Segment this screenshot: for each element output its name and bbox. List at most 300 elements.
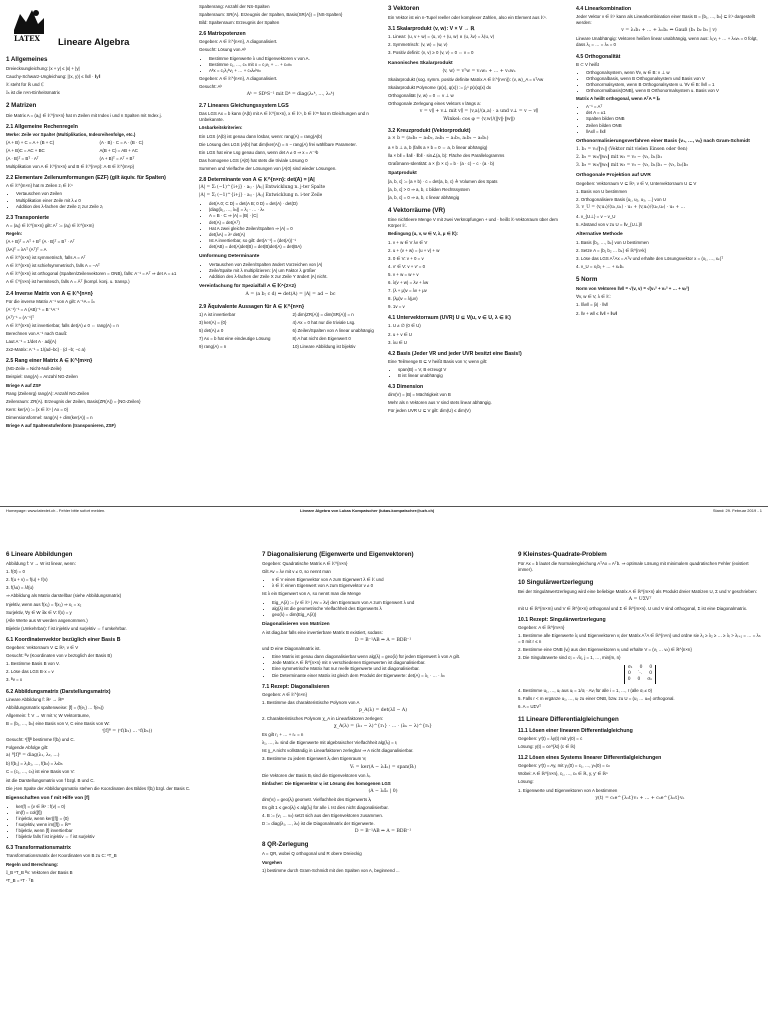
list-item: • f surjektiv, wenn im([f]) = ℝᵐ [16,822,248,828]
list-item: • ‖Ax‖ = ‖x‖ [586,129,762,135]
text-line: Es gilt 1 ≤ geo(λᵢ) ≤ alg(λᵢ) für alle i. Ist dies nicht diagonalisierbar. [262,805,389,810]
formula: D = B⁻¹AB ⇔ A = BDB⁻¹ [354,829,412,835]
bullet-list [262,654,504,678]
text-line: Orthogonalität ⟨v, w⟩ = 0 ⇔ v ⊥ w [388,92,454,98]
text-line: A ∈ ℂ^{n×n} ist hermitesch, falls A = Āᵀ (kompl. konj. u. transp.) [6,279,130,285]
text-line: Skalarprodukt (sog. symm. positiv definite Matrix A ∈ 𝕂^{n×n}): ⟨v, w⟩_A = vᵀAw [388,76,544,82]
text-line: Die Matrix A = (aᵢⱼ) ∈ 𝕂^{m×n} hat m Zeilen mit Index i und n Spalten mit Index j. [6,112,162,118]
latex-lion-logo-icon [10,4,48,42]
list-item: 1. Basis {b₁, …, bₖ} von U bestimmen [576,239,649,245]
text-line: A ∈ 𝕂^{n×n} ist symmetrisch, falls A = Aᵀ [6,255,86,261]
text-line: Lineare Abbildung f: ℝⁿ → ℝᵐ [6,696,64,702]
text-line: Zeilenraum: ZR(A). Erzeugnis der Zeilen, Basis(ZR(A)) = {NG-Zeilen} [6,398,141,404]
list-item: • Bestimme c₁, …, cₙ mit x = c₁v₁ + … + cₙvₙ [209,62,382,68]
text-line: Abbildungsmatrix spaltenweise: [f] = (f(e₁) … f(eₙ)) [6,704,104,710]
section-heading: 1 Allgemeines [6,56,48,63]
text-line: Gesucht: ᴮv (Koordinaten von v bezüglich der Basis B) [6,653,112,659]
list-item: 3. 0 ∈ V: v + 0 = v [388,255,424,261]
column-4 [576,4,762,505]
text-line: Wobei: A ∈ ℝ^{n×n}, c₁, …, cₙ ∈ ℝ, y, y′ ∈ ℝⁿ [518,771,608,777]
subsection-heading: 10.1 Rezept: Singulärwertzerlegung [518,616,606,623]
text-line: [a, b, c] = 0 ⇒ a, b, c linear abhängig [388,195,460,201]
list-item: 2. ‖v + w‖ ≤ ‖v‖ + ‖w‖ [576,310,618,316]
list-item: 2. u + v ∈ U [388,331,412,337]
text-line: Bedingung (u, v, w ∈ V, λ, μ ∈ 𝕂): [388,231,458,237]
text-line: [a, b, c] > 0 ⇒ a, b, c bilden Rechtssystem [388,186,470,192]
list-item: • geo(λ) = dim(Eig_A(λ)) [272,612,504,618]
formula: χ_A(λ) = (λ₁ − λ)^{r₁} · … · (λₖ − λ)^{rₖ} [333,724,433,730]
text-line: 𝕂 steht für ℝ und ℂ [6,82,44,88]
subsubsection-heading: Kanonisches Skalarprodukt [388,60,453,66]
subsubsection-heading: Orthogonale Projektion auf UVR [576,173,651,179]
matrix-row [628,677,653,683]
subsection-heading: 6.1 Koordinatenvektor bezüglich einer Basis B [6,636,121,643]
subsubsection-heading: Spatprodukt [388,170,417,176]
formula: v = λ₁b₁ + … + λₙbₙ ⇔ Gauß (b₁ b₂ b₃ | v) [621,28,717,34]
text-line: Für die inverse Matrix A⁻¹ von A gilt: A⁻¹A = 𝕀ₙ [6,298,95,304]
text-line: 𝕀ₙ ist die n×n-Einheitsmatrix [6,90,60,96]
subsection-heading: 11.1 Lösen einer linearen Differentialgleichung [518,727,633,734]
list-item: 3. Löse das LGS AᵀAx = Aᵀv und erhalte den Lösungsvektor x = (x₁, …, xₖ)ᵀ [576,256,724,261]
text-line: Gegeben: y′(t) = Ay, mit y₁(0) = c₁, …, yₙ(0) = cₙ [518,763,610,769]
text-line: 2) dim(ZR(A)) = dim(SR(A)) = n [292,311,354,317]
text-line: Spaltenraum: SR(A). Erzeugnis der Spalten, Basis(SR(A)) = {NS-Spalten} [199,12,343,18]
list-item: 2. Löse das LGS B·x = v [6,669,54,675]
text-line: B = (b₁, …, bₙ) eine Basis von V, C eine Basis von W: [6,720,110,726]
list-item: ᶜT_B = ᶜT · ᵀB [6,877,34,883]
list-item: 1. U ≠ ∅ (0 ∈ U) [388,323,421,329]
section-heading: 8 QR-Zerlegung [262,841,309,849]
list-item: 2. Orthogonalisiere Basis {u₁, u₂, u₃, …} von U [576,197,666,203]
text-line: Regeln und Berechnung: [6,861,59,867]
list-item: 1. ‖λv‖ = |λ| · ‖v‖ [576,302,609,308]
column-3 [388,4,570,505]
list-item: 4. Bestimme u₁, …, uᵣ aus uᵢ = 1/σᵢ · Avᵢ für alle i = 1, …, r (alle σᵢ ≠ 0) [518,687,653,693]
text-line: A ist diag.bar falls eine invertierbare Matrix B existiert, sodass: [262,629,383,635]
text-line: Dimensionsformel: rang(A) + dim(ker(A)) = n [6,414,93,420]
text-line: Abbildung f: V → W ist linear, wenn: [6,561,76,567]
rules-grid [6,140,189,164]
text-line: Gesucht: ᶜ[f]ᴮ bestimme f(bᵢ) und C. [6,737,75,743]
cheatsheet-page-2 [0,545,768,1024]
list-item: 5. v + w = w + v [388,271,419,277]
text-line: Gegeben: Vektorraum V ⊆ ℝⁿ, v ∈ V, Untervektorraum U ⊆ V [576,181,697,187]
text-line: Gegeben: A ∈ 𝕂^{n×n} [262,691,307,697]
merke-note: Merke: Zeile vor Spalte! (Multiplikation, Indexreihenfolge, etc.) [6,131,136,137]
list-item: 1. f(0) = 0 [6,569,25,575]
text-line: 3. Positiv definit: ⟨v, v⟩ ≥ 0 ⟨v, v⟩ = 0 ⇔ v = 0 [388,50,474,56]
subsection-heading: 4.2 Basis (Jeder VR und jeder UVR besitzt eine Basis!) [388,350,522,357]
list-item: • Die Determinante einer Matrix ist gleich dem Produkt der Eigenwerte: det(A) = λ₁ · … · λₙ [272,673,504,679]
list-item: 6. A = UΣVᵀ [518,703,542,709]
text-line: b) f(b₁) = λ₁b₁, …, f(bₙ) = λₙbₙ [6,761,63,767]
document-title: Lineare Algebra [58,37,130,48]
list-item: 1. v + w ∈ V λv ∈ V [388,239,428,245]
subsection-heading: 2.8 Determinante von A ∈ 𝕂^{n×n}: det(A) = |A| [199,176,315,183]
bullet-list [6,804,248,841]
list-item: • Vertauschen von Zeilen [16,191,189,197]
list-item: • Zeile/Spalte mit λ multiplizieren: |A| um Faktor λ größer [209,268,382,274]
subsection-heading: 2.6 Matrixpotenzen [199,31,246,38]
text-line: 10) Lineare Abbildung ist bijektiv [292,344,356,350]
text-line: Gesucht: Aᵏ [199,83,222,89]
list-item: 3. λu ∈ U [388,339,407,345]
text-line: Ein LGS (A|b) ist genau dann lösbar, wenn: rang(A) = rang(A|b) [199,133,323,139]
formula: a × b = (a₂b₃ − a₃b₂, a₃b₁ − a₁b₃, a₁b₂ − a₂b₁) [388,136,489,142]
text-line: Rang (Zeilenrg) rang(A): Anzahl NG-Zeilen [6,390,90,396]
formula: p_A(λ) = det(λ𝕀 − A) [358,707,408,713]
subsection-heading: 2.9 Äquivalente Aussagen für A ∈ 𝕂^{n×n} [199,303,304,310]
list-item: • span(B) = V, B erzeugt V [398,367,570,373]
text-line: Gegeben: y′(t) = λy(t) mit y(0) = c [518,735,583,741]
list-item: 4. v′ ∈ V: v + v′ = 0 [388,263,426,269]
matrix-cell: 0 [639,665,643,671]
list-item: 5. Falls r < m ergänze u₁, …, uᵣ zu einer ONB, bzw. zu U = (u₁ … uₘ) orthogonal. [518,695,675,701]
text-line: Lineare Unabhängig: Vektoren heißen linear unabhängig, wenn aus: λ₁v₁ + … + λₙvₙ = 0 folgt, dass λ₁ = … = λₙ = 0 [576,36,758,48]
list-item: 2. Bestimme eine ONB {vᵢ} aus den Eigenvektoren vᵢ und erhalte V = (v₁ … vₙ) ∈ ℝ^{n×n} [518,647,692,653]
list-item: • det(AB) = det(A)det(B) = det(B)det(A) = det(BA) [209,244,382,250]
text-line: Berechnen von A⁻¹ nach Gauß: [6,331,68,336]
text-line: 3) ker(A) = {0} [199,319,227,325]
text-line: ⇒ Abbildung als Matrix darstellbar (siehe Abbildungsmatrix) [6,593,122,599]
list-item: • im(f) = col([f]) [16,810,248,816]
section-heading: 9 Kleinstes-Quadrate-Problem [518,551,607,558]
subsection-heading: 2.7 Lineares Gleichungssystem LGS [199,103,289,110]
list-item: • Hat A zwei gleiche Zeilen/Spalten ⇒ |A| = 0 [209,226,382,232]
formula: a) ᴮ[f]ᴮ = diag(λ₁, λ₂, …) [6,753,60,759]
bullet-list [576,70,762,94]
list-item: 2. f(u + v) = f(u) + f(v) [6,577,48,583]
text-line: Jeder Vektor v ∈ 𝕂ⁿ kann als Linearkombination einer Basis B = {b₁, …, bₙ} ⊆ 𝕂ⁿ dargestellt werden: [576,14,755,26]
subsection-heading: 2.3 Transponierte [6,214,49,221]
matrix-cell: σₙ [647,677,653,683]
list-item: • alg(λ) ist die geometrische Vielfachheit des Eigenwerts λ [272,606,504,612]
subsection-heading: 6.2 Abbildungsmatrix (Darstellungsmatrix) [6,688,111,695]
text-line: Einfacher: Die Eigenvektor vᵢ ist Lösung des homogenen LGS [262,780,391,786]
text-line: ‖a × b‖ = ‖a‖ · ‖b‖ · sin∠(a, b): Fläche des Parallelogramms [388,152,505,158]
text-line: (Aᵀ)⁻¹ = (A⁻¹)ᵀ [6,314,35,320]
text-line: A ∈ 𝕂^{m×n} hat m Zeilen zᵢ ∈ 𝕂ⁿ [6,183,73,189]
list-item: • Eine symmetrische Matrix hat nur reelle Eigenwerte und ist diagonalisierbar. [272,666,504,672]
text-line: B ⊂ V heißt [576,61,599,67]
subsection-heading: 4.1 Untervektorraum (UVR) U ⊆ V(u, v ∈ U, λ ∈ 𝕂) [388,315,511,322]
text-line: (A⁻¹)⁻¹ = A (AB)⁻¹ = B⁻¹A⁻¹ [6,306,60,312]
text-line: Kern: ker(A) := {x ∈ 𝕂ⁿ | Ax = 0} [6,406,69,412]
subsection-heading: 2.5 Rang einer Matrix A ∈ 𝕂^{m×n} [6,358,93,365]
text-line: Ist λ ein Eigenwert von A, so nennt man die Menge [262,591,361,597]
subsection-heading: 2.2 Elementare Zeilenumformungen (EZF) (gilt äquiv. für Spalten) [6,175,166,182]
formula: v = v∥ + v⊥ mit v∥ = ⟨v,a⟩/⟨a,a⟩ · a und v⊥ = v − v∥ [419,109,539,115]
list-item: 1. Bestimme das charakteristische Polynom von A [262,699,360,705]
text-line: Lösbarkeitskriterien: [199,125,243,131]
list-item: 1. Eigenwerte und Eigenvektoren von A bestimmen [518,787,618,793]
list-item: 7. (λ + μ)v = λv + μv [388,288,427,294]
list-item: 2. b₂ = w₂/‖w₂‖ mit w₂ = v₂ − ⟨v₂, b₁⟩b₁ [576,154,662,160]
text-line: Laut A⁻¹ = 1/det A · adj(A) [6,339,57,345]
section-heading: 10 Singulärwertzerlegung [518,579,594,587]
list-item: Es gilt r₁ + … + rₖ = n [262,732,304,738]
text-line: Folgende Abfolge gilt: [6,745,49,751]
list-item: • Jede Matrix A ∈ ℝ^{n×n} mit n verschiedenen Eigenwerten ist diagonalisierbar. [272,660,504,666]
text-line: Bei der Singulärwertzerlegung wird eine beliebige Matrix A ∈ ℝ^{m×n} als Produkt dreier Matrizen U, Σ und V geschrieben: [518,589,757,595]
formula: |A| = Σᵢ (−1)^{i+j} · aᵢⱼ · |Aᵢⱼ| Entwicklung n. j-ter Spalte [199,185,326,191]
formula: ᶜ[f]ᴮ = (ᶜf(b₁) … ᶜf(bₙ)) [101,728,153,734]
list-item: • Multiplikation einer Zeile mit λ ≠ 0 [16,198,189,204]
section-heading: 5 Norm [576,276,598,284]
list-item: 1. Bestimme alle Eigenwerte λⱼ und Eigenvektoren vⱼ der Matrix AᵀA ∈ ℝ^{n×n} und ordne sie λ₁ ≥ λ₂ ≥ … ≥ λᵣ > λᵣ₊₁ = … = λₙ = 0 mit r ≤ n [518,632,761,644]
text-line: Surjektiv, ∀y ∈ W ∃x ∈ V: f(x) = y [6,609,72,615]
matrix-cell: 0 [627,677,631,683]
bullet-list [262,577,504,589]
subsection-heading: 6.3 Transformationsmatrix [6,845,71,852]
text-line: Lösung: y(t) = ce^{λt} (c ∈ ℝ) [518,744,576,750]
text-line: ∀v, w ∈ V, λ ∈ 𝕂: [576,294,611,300]
subsection-heading: 4.3 Dimension [388,384,424,391]
list-item: 5. Abstand von v zu U = ‖v_{U⊥}‖ [576,221,642,227]
list-item: 2. Setze A = (b₁ b₂ … bₖ) ∈ ℝ^{n×k} [576,247,647,253]
subsection-heading: 11.2 Lösen eines Systems linearer Differentialgleichungen [518,755,662,762]
text-line: (A · B)ᵀ = Bᵀ · Aᵀ [6,156,39,162]
subsection-heading: 4.5 Orthogonalität [576,53,621,60]
list-item: • det(A 0; C D) = det(A B; 0 D) = det(A) · det(D) [209,201,382,207]
equivalence-grid [199,312,382,352]
text-line: a × b ⊥ a, b (falls a × b = 0 ⇔ a, b linear abhängig) [388,144,488,150]
text-line: Für jeden UVR U ⊆ V gilt: dim(U) ≤ dim(V) [388,408,471,414]
text-line: Das LGS Ax = b kann (A|b) mit A ∈ 𝕂^{m×n}, x ∈ 𝕂ⁿ, b ∈ 𝕂ᵐ hat m Gleichungen und n Unbekannte. [199,111,369,123]
list-item: • Spalten bilden ONB [586,116,762,122]
list-item: λ₁, …, λₖ sind die Eigenwerte mit algebraischer Vielfachheit alg(λᵢ) = rᵢ [262,740,398,746]
matrix-cell: 0 [637,677,641,683]
list-item: 3. ᴮv = x [6,677,23,683]
text-line: 2. Symmetrisch: ⟨v, w⟩ = ⟨w, v⟩ [388,42,448,48]
svg-text:LATEX: LATEX [14,34,40,42]
text-line: Multiplikation von A ∈ 𝕂^{m×n} und B ∈ 𝕂^{n×p}: A·B ∈ 𝕂^{m×p} [6,164,135,170]
page-gap [0,525,768,545]
list-item: • λ ∈ 𝕂 einen Eigenwert von A zum Eigenvektor v ≠ 0 [272,583,504,589]
text-line: 7) Ax = b hat eine eindeutige Lösung [199,335,271,341]
column-2 [199,4,382,505]
subsection-heading: 3.1 Skalarprodukt ⟨v, w⟩: V × V → ℝ [388,26,475,33]
page-footer [0,506,768,515]
list-item: • Bestimme Eigenwerte λ und Eigenvektoren v von A. [209,56,382,62]
text-line: A ∈ 𝕂^{n×n} ist invertierbar, falls det(A) ≠ 0 ⇔ rang(A) = n [6,322,119,328]
text-line: A = (aᵢⱼ) ∈ 𝕂^{m×n} gilt: Aᵀ := (aⱼᵢ) ∈ 𝕂^{n×m} [6,222,94,228]
subsubsection-heading: Alternative Methode [576,231,623,237]
text-line: A ∈ 𝕂^{n×n} ist orthogonal (Spalten/Zeilenvektoren = ONB), falls: A⁻¹ = Aᵀ ⇒ det A = ±1 [6,271,177,277]
list-item: • ker(f) = {v ∈ ℝⁿ : f(v) = 0} [16,804,248,810]
matrix-cell: 0 [649,665,653,671]
column-1 [6,50,189,505]
text-line: Graßmann-Identität: a × (b × c) = b · (a · c) − c · (a · b) [388,160,495,166]
footer-homepage: Homepage: www.latexlet.ch - Fehler bitte sofort melden. [6,508,106,513]
section-heading: 7 Diagonalisierung (Eigenwerte und Eigenvektoren) [262,551,414,558]
text-line: Norm von Vektoren ‖v‖ = √⟨v, v⟩ = √(v₁² + v₂² + … + vₙ²) [576,286,690,292]
text-line: Gegeben: Quadratische Matrix A ∈ 𝕂^{n×n} [262,561,348,567]
list-item: • Aᵏx = c₁λ₁ᵏv₁ + … + cₙλₙᵏvₙ [209,68,382,74]
list-item: 3. b₃ = w₃/‖w₃‖ mit w₃ = v₃ − ⟨v₃, b₁⟩b₁ − ⟨v₃, b₂⟩b₂ [576,162,689,168]
subsection-heading: 2.1 Allgemeine Rechenregeln [6,123,78,130]
text-line: dim(Vᵢ) = geo(λᵢ) geometr. Vielfachheit des Eigenwerts λᵢ [262,796,372,802]
list-item: 3. v_U = ⟨v,u₁⟩/⟨u₁,u₁⟩ · u₁ + ⟨v,u₂⟩/⟨u₂,u₂⟩ · u₂ + … [576,205,686,211]
formula: A = (a b; c d) ⇒ det(A) = |A| = ad − bc [245,292,336,298]
text-line: Allgemein: f: V → W mit V, W Vektorräume, [6,712,91,718]
subsection-heading: 2.4 Inverse Matrix von A ∈ 𝕂^{n×n} [6,290,93,297]
text-line: Transformationsmatrix der Koordinaten von B zu C: ᶜT_B [6,853,117,859]
text-line: 1) bestimme durch Gram-Schmidt mit den Spalten von A, beginnend ... [262,867,400,873]
text-line: 2x2-Matrix: A⁻¹ = 1/(ad−bc) · (d −b; −c a) [6,347,86,353]
list-item: • Zeilen bilden ONB [586,123,762,129]
text-line: C = (c₁, …, cₙ) ist eine Basis von V: [6,769,75,775]
subsubsection-heading: Orthonormalisierungsverfahren einer Basis {v₁, …, vₙ} nach Gram-Schmidt [576,138,750,144]
formula: y(t) = c₁e^{λ₁t}v₁ + … + cₙe^{λₙt}vₙ [595,795,685,801]
text-line: Gilt Av = λv mit v ≠ 0, so nennt man [262,569,331,575]
formula: D = B⁻¹AB ⇔ A = BDB⁻¹ [354,638,412,644]
list-item: 3. f(λu) = λf(u) [6,585,34,591]
text-line: (NG-Zeile = Nicht-Null-Zeile) [6,366,62,372]
matrix-cell: 0 [628,671,631,677]
list-item: • Eig_A(λ) := {v ∈ 𝕂ⁿ | Av = λv} den Eigenraum von A zum Eigenwert λ und [272,600,504,606]
list-item: 9. 1v = v [388,304,405,310]
text-line: D := diag(λ₁, …, λₙ) ist die Diagonalmatrix der Eigenwerte. [262,821,375,827]
formula: ⟨v, w⟩ = vᵀw = v₁w₁ + … + vₙwₙ [442,68,516,74]
list-item: 4. v_U = x₁b₁ + … + xₖbₖ [576,264,625,270]
text-line: (λA)ᵀ = λAᵀ (Aᵀ)ᵀ = A [6,247,47,253]
section-heading: 11 Lineare Differentialgleichungen [518,715,619,723]
text-line: 1. Linear: ⟨u, v + w⟩ = ⟨u, v⟩ + ⟨u, w⟩ ∧ ⟨u, λv⟩ = λ⟨u, v⟩ [388,34,495,40]
list-item: • Vertauschen von Zeilen/Spalten ändert Vorzeichen von |A| [209,262,382,268]
text-line: Gesucht: Lösung von Aᵏ [199,47,246,53]
list-item: 1. Basis von U bestimmen [576,189,628,195]
text-line: (A + B)C = AC + BC [6,147,45,153]
list-item: 4. v_{U⊥} = v − v_U [576,213,616,219]
list-item: • Addition des λ-fachen der Zeile zⱼ zur Zeile zᵢ [16,204,189,210]
subsubsection-heading: Diagonalisieren von Matrizen [262,621,330,627]
text-line: Gegeben: A ∈ ℝ^{m×n} [518,624,565,630]
list-item: 6. λ(v + w) = λv + λw [388,280,429,285]
list-item: 2. Charakteristisches Polynom χ_A in Linearfaktoren zerlegen: [262,715,384,721]
bullet-list [199,262,382,280]
text-line: A ∈ 𝕂^{n×n} ist schiefsymmetrisch, falls A = −Aᵀ [6,263,100,269]
cheatsheet-page-1 [0,0,768,505]
subsubsection-heading: Vereinfachung für Spezialfall A ∈ 𝕂^{2×2} [199,284,296,290]
text-line: 1) A ist invertierbar [199,311,236,317]
list-item: • Eine Matrix ist genau dann diagonalisierbar wenn alg(λ) = geo(λ) für jeden Eigenwert λ von A gilt. [272,654,504,660]
text-line: Gegeben: Vektorraum V ⊆ ℝⁿ, v ∈ V [6,645,79,651]
text-line: 9) rang(A) = n [199,344,227,350]
list-item: • Orthogonalbasis, wenn B Orthogonalsystem und Basis von V [586,76,762,82]
text-line: Gegeben: A ∈ 𝕂^{n×n}, Λ diagonalisiert. [199,39,278,45]
list-item: • f bijektiv falls f ist injektiv ⇔ f ist surjektiv [16,834,248,840]
text-line: 4) Ax = 0 hat nur die triviale Lsg. [292,319,356,325]
text-line: 5) det(A) ≠ 0 [199,327,224,333]
formula: A = UΣVᵀ [628,597,652,603]
text-line: Für Ax = b lautet die Normalengleichung AᵀAx = Aᵀb. ⇒ optimale Lösung mit minimalem quadratischen Fehler (existiert immer). [518,561,749,573]
bullet-list [262,600,504,618]
text-line: Beispiel: rang(A) = Anzahl NG-Zeilen [6,374,78,380]
formula: (A − λᵢ𝕀ₙ | 0) [368,788,398,794]
list-item: • B ist linear unabhängig [398,373,570,379]
subsection-heading: 7.1 Rezept: Diagonalisieren [262,683,330,690]
text-line: Regeln: [6,230,23,236]
subsubsection-heading: Eigenschaften von f mit Hilfe von [f] [6,795,90,801]
section-heading: 3 Vektoren [388,5,420,12]
list-item: • f injektiv, wenn ker([f]) = {0} [16,816,248,822]
text-line: Matrix A heißt orthogonal, wenn AᵀA = 𝕀ₙ [576,96,661,102]
list-item: • Orthonormalsystem, wenn B Orthogonalsystem u. ∀v ∈ B: ‖v‖ = 1 [586,82,762,88]
text-line: Ein Vektor ist ein n-Tupel reeller oder komplexer Zahlen, also ein Element aus 𝕂ⁿ. [388,15,547,21]
list-item: • Addition des λ-fachen der Zeile X zur Zeile Y ändert |A| nicht. [209,274,382,280]
list-item: • Ist A invertierbar, so gilt: det(A⁻¹) = (det(A))⁻¹ [209,238,382,244]
list-item: 𝕀_B ᶜT_B ᴮv: Vektoren der Basis B [6,869,73,875]
text-line: Eine nichtleere Menge V mit zwei Verknüpfungen + und · heißt 𝕂-Vektorraum über dem Körper 𝕂. [388,217,558,229]
text-line: Briege A auf ZSF [6,382,42,388]
text-line: A = QR, wobei Q orthogonal und R obere Dreieckig [262,851,362,857]
list-item: • Orthogonalsystem, wenn ∀v, w ∈ B: v ⊥ w [586,70,762,76]
text-line: Gegeben: A ∈ 𝕂^{n×n}, Λ diagonalisiert. [199,75,278,81]
text-line: 8) A hat nicht den Eigenwert 0 [292,335,351,341]
list-item: • det(λA) = λⁿ det(A) [209,232,382,238]
matrix-cell: ⋱ [637,671,643,677]
text-line: (Alle Werte aus W werden angenommen.) [6,617,88,623]
list-item: • Orthonormalbasis(ONB), wenn B Orthonormalsystem u. Basis von V [586,88,762,94]
footer-date: Stand: 29. Februar 2019 - 1 [712,508,762,513]
bullet-list [199,56,382,74]
text-line: Eine Teilmenge B ⊆ V heißt Basis von V, wenn gilt: [388,358,488,364]
formula: Vᵢ = ker(A − λᵢ𝕀ₙ) = span(Bᵢ) [349,764,416,770]
list-item: • det(A) = det(Aᵀ) [209,220,382,226]
text-line: Spaltenrang: Anzahl der NS-Spalten [199,4,270,9]
column-1 [6,545,248,1024]
text-line: (A + B)ᵀ = Aᵀ + Bᵀ [99,156,135,162]
text-line: Die Lösung des LGS (A|b) hat dim(ker(A)) = n − rang(A) frei wählbare Parameter. [199,141,357,147]
section-heading: 4 Vektorräume (VR) [388,207,446,215]
text-line: ist die Darstellungsmatrix von f bzgl. B und C. [6,777,95,783]
text-line: 6) Zeilen/Spalten von A linear unabhängig [292,327,374,333]
text-line: Das homogene LGS (A|0) hat stets die triviale Lösung 0 [199,157,308,163]
list-item: Ist χ_A nicht vollständig in Linearfaktoren zerlegbar ⇒ A nicht diagonalisierbar. [262,748,414,754]
text-line: Die j-ten Spalte der Abbildungsmatrix stehen die Koordinaten des Bildes f(bⱼ) bzgl. der Basis C. [6,785,191,791]
text-line: [a, b, c] := (a × b) · c = det(a, b, c) ≙ Volumen des Spats [388,178,498,184]
list-item: 3. Bestimme zu jedem Eigenwert λᵢ den Eigenraum Vᵢ [262,756,367,762]
footer-author: Lineare Algebra von Lukas Kompatscher (lukas.kompatscher@uzh.ch) [300,508,435,513]
bullet-list [6,191,189,209]
list-item: • f bijektiv, wenn [f] invertierbar [16,828,248,834]
text-line: Vorgehen [262,859,282,865]
list-item: • |diag(λ₁, …, λₙ)| = λ₁ · … · λₙ [209,207,382,213]
text-line: und D eine Diagonalmatrix ist. [262,646,321,652]
text-line: Dreiecksungleichung: |x + y| ≤ |x| + |y| [6,66,80,72]
matrix-cell: σ₁ [627,665,633,671]
section-heading: 2 Matrizen [6,102,37,110]
text-line: Briege A auf Spaltenstufenform (transponieren, ZSF) [6,423,116,429]
column-2 [262,545,504,1024]
text-line: Skalarprodukt Polynome ⟨p(x), q(x)⟩ := ∫₀¹ p(x)q(x) dx [388,84,491,90]
list-item: 2. u + (v + w) = (u + v) + w [388,247,440,253]
sigma-matrix [518,664,762,684]
text-line: dim(V) = |B| = Mächtigkeit von B [388,392,451,398]
list-item: • det A = ±1 [586,110,762,116]
subsection-heading: 4.4 Linearkombination [576,6,632,12]
text-line: A(B + C) = AB + AC [99,147,138,153]
formula: |A| = Σⱼ (−1)^{i+j} · aᵢⱼ · |Aᵢⱼ| Entwicklung n. i-ter Zeile [199,193,323,199]
list-item: • v ∈ V einen Eigenvektor von A zum Eigenwert λ ∈ 𝕂 und [272,577,504,583]
section-heading: 6 Lineare Abbildungen [6,551,73,558]
formula: Winkel: cos φ = ⟨v,w⟩/(‖v‖·‖w‖) [443,117,515,123]
text-line: Bild: Spaltenraum: Erzeugnis der Spalten [199,20,280,26]
bullet-list [199,201,382,250]
text-line: Summen und Vielfache der Lösungen von (A|0) sind wieder Lösungen. [199,165,337,171]
matrix-cell: 0 [649,671,652,677]
